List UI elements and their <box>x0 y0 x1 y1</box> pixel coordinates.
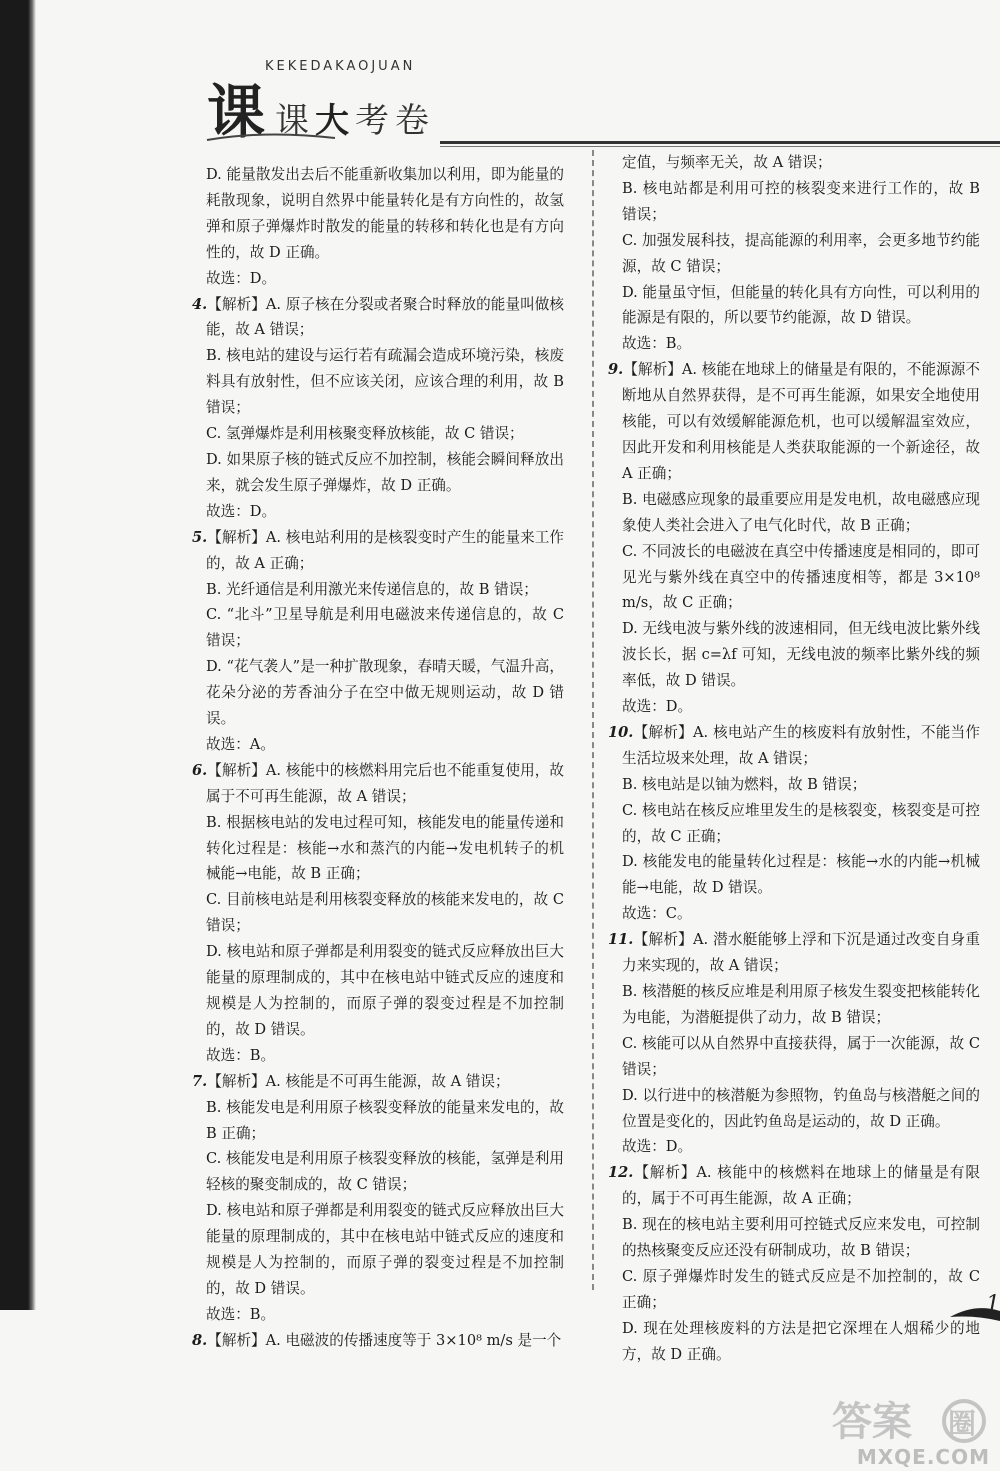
answer-item-heading <box>192 1328 564 1354</box>
line-text: 【解析】A. 核能中的核燃料在地球上的储量是有限的，属于不可再生能源，故 A 正确； <box>622 1164 980 1208</box>
answer-line <box>622 150 980 176</box>
line-text: C. 氢弹爆炸是利用核聚变释放核能，故 C 错误； <box>206 425 524 443</box>
answer-line <box>622 901 980 927</box>
line-text: C. “北斗”卫星导航是利用电磁波来传递信息的，故 C 错误； <box>206 606 564 650</box>
line-text: D. “花气袭人”是一种扩散现象，春晴天暖，气温升高，花朵分泌的芳香油分子在空中做无规则运动，故 D 错误。 <box>206 658 564 728</box>
svg-text:考: 考 <box>355 101 389 141</box>
answer-line <box>622 979 980 1031</box>
binding-spine <box>0 0 36 1310</box>
item-number: 4. <box>192 295 208 313</box>
page-header <box>190 55 1000 150</box>
svg-text:课: 课 <box>207 78 266 145</box>
line-text: 故选：C。 <box>622 905 692 923</box>
answer-line <box>206 343 564 421</box>
answer-line <box>622 694 980 720</box>
answer-item-heading <box>192 525 564 577</box>
left-column <box>192 162 564 1354</box>
line-text: D. 能量虽守恒，但能量的转化具有方向性，可以利用的能源是有限的，所以要节约能源，故 D 错误。 <box>622 283 980 327</box>
line-text: D. 核能发电的能量转化过程是：核能→水的内能→机械能→电能，故 D 错误。 <box>622 853 980 897</box>
svg-text:大: 大 <box>315 101 349 141</box>
line-text: 【解析】A. 原子核在分裂或者聚合时释放的能量叫做核能，故 A 错误； <box>206 295 564 339</box>
line-text: B. 现在的核电站主要利用可控链式反应来发电，可控制的热核聚变反应还没有研制成功，故 B 错误； <box>622 1216 980 1260</box>
line-text: C. 核能可以从自然界中直接获得，属于一次能源，故 C 错误； <box>622 1034 980 1078</box>
answer-line <box>622 331 980 357</box>
svg-text:圈: 圈 <box>948 1407 977 1440</box>
item-number: 7. <box>192 1072 208 1090</box>
item-number: 10. <box>608 723 634 741</box>
answer-line <box>206 577 564 603</box>
column-divider <box>592 150 594 1290</box>
line-text: B. 核潜艇的核反应堆是利用原子核发生裂变把核能转化为电能，为潜艇提供了动力，故 B 错误； <box>622 983 980 1026</box>
page-number: 1 <box>986 1292 1000 1317</box>
answer-line <box>622 228 980 280</box>
item-number: 11. <box>608 931 634 949</box>
watermark-logo <box>832 1395 992 1443</box>
svg-text:课: 课 <box>275 101 309 141</box>
line-text: 【解析】A. 潜水艇能够上浮和下沉是通过改变自身重力来实现的，故 A 错误； <box>622 931 980 975</box>
answer-line <box>206 732 564 758</box>
line-text: 故选：A。 <box>206 735 275 753</box>
svg-text:卷: 卷 <box>395 101 429 141</box>
line-text: 【解析】A. 核能是不可再生能源，故 A 错误； <box>207 1072 510 1090</box>
answer-item-heading <box>192 292 564 344</box>
brand-logo <box>205 70 445 145</box>
answer-item-heading <box>608 927 980 979</box>
answer-line <box>622 1083 980 1135</box>
line-text: C. 核电站在核反应堆里发生的是核裂变，核裂变是可控的，故 C 正确； <box>622 801 980 845</box>
answer-line <box>206 1146 564 1198</box>
answer-line <box>206 1302 564 1328</box>
line-text: D. 核电站和原子弹都是利用裂变的链式反应释放出巨大能量的原理制成的，其中在核电站中链式反应的速度和规模是人为控制的，而原子弹的裂变过程是不加控制的，故 D 错误。 <box>206 943 564 1038</box>
header-rule-thin <box>440 146 1000 147</box>
line-text: B. 核能发电是利用原子核裂变释放的能量来发电的，故 B 正确； <box>206 1098 564 1142</box>
answer-line <box>622 280 980 332</box>
answer-line <box>622 1264 980 1316</box>
answer-line <box>622 772 980 798</box>
watermark-text: MXQE.COM <box>856 1445 990 1469</box>
svg-text:答案: 答案 <box>832 1399 912 1443</box>
answer-line <box>622 798 980 850</box>
answer-line <box>206 447 564 499</box>
line-text: D. 核电站和原子弹都是利用裂变的链式反应释放出巨大能量的原理制成的，其中在核电站中链式反应的速度和规模是人为控制的，而原子弹的裂变过程是不加控制的，故 D 错误。 <box>206 1202 564 1297</box>
line-text: B. 光纤通信是利用激光来传递信息的，故 B 错误； <box>206 580 538 598</box>
line-text: 故选：B。 <box>206 1046 276 1064</box>
line-text: C. 加强发展科技，提高能源的利用率，会更多地节约能源，故 C 错误； <box>622 231 980 275</box>
line-text: 【解析】A. 核电站利用的是核裂变时产生的能量来工作的，故 A 正确； <box>206 528 564 572</box>
line-text: D. 如果原子核的链式反应不加控制，核能会瞬间释放出来，就会发生原子弹爆炸，故 D 正确。 <box>206 450 564 494</box>
line-text: B. 核电站都是利用可控的核裂变来进行工作的，故 B 错误； <box>622 179 980 223</box>
answer-line <box>206 810 564 888</box>
answer-line <box>622 849 980 901</box>
header-rule <box>440 141 1000 144</box>
answer-line <box>622 176 980 228</box>
line-text: B. 电磁感应现象的最重要应用是发电机，故电磁感应现象使人类社会进入了电气化时代，故 B 正确； <box>622 490 980 534</box>
line-text: 故选：D。 <box>206 502 277 520</box>
answer-line <box>206 887 564 939</box>
line-text: B. 核电站的建设与运行若有疏漏会造成环境污染，核废料具有放射性，但不应该关闭，应该合理的利用，故 B 错误； <box>206 347 564 417</box>
item-number: 9. <box>608 361 624 379</box>
answer-item-heading <box>608 357 980 487</box>
line-text: C. 不同波长的电磁波在真空中传播速度是相同的，即可见光与紫外线在真空中的传播速度相等，都是 3×10⁸ m/s，故 C 正确； <box>622 542 980 612</box>
line-text: 【解析】A. 电磁波的传播速度等于 3×10⁸ m/s 是一个 <box>207 1331 562 1349</box>
line-text: 故选：D。 <box>206 269 277 287</box>
answer-line <box>206 939 564 1043</box>
answer-line <box>206 654 564 732</box>
answer-line <box>206 1043 564 1069</box>
brand-latin-text: KEKEDAKAOJUAN <box>265 59 416 74</box>
answer-line <box>622 616 980 694</box>
line-text: D. 以行进中的核潜艇为参照物，钓鱼岛与核潜艇之间的位置是变化的，因此钓鱼岛是运动的，故 D 正确。 <box>622 1086 980 1130</box>
line-text: 【解析】A. 核能在地球上的储量是有限的，不能源源不断地从自然界获得，是不可再生能源，如果安全地使用核能，可以有效缓解能源危机，也可以缓解温室效应，因此开发和利用核能是人类获取能源的一个新途径，故 A 正确； <box>622 361 980 482</box>
line-text: 故选：B。 <box>206 1305 276 1323</box>
answer-line <box>622 487 980 539</box>
line-text: D. 能量散发出去后不能重新收集加以利用，即为能量的耗散现象，说明自然界中能量转化是有方向性的，故氢弹和原子弹爆炸时散发的能量的转移和转化也是有方向性的，故 D 正确。 <box>206 166 564 261</box>
answer-line <box>206 162 564 266</box>
watermark <box>822 1395 1000 1471</box>
line-text: 故选：D。 <box>622 1138 693 1156</box>
item-number: 12. <box>608 1164 634 1182</box>
answer-item-heading <box>192 758 564 810</box>
answer-item-heading <box>608 720 980 772</box>
line-text: 定值，与频率无关，故 A 错误； <box>622 154 832 171</box>
line-text: 故选：B。 <box>622 335 692 353</box>
answer-line <box>206 1095 564 1147</box>
item-number: 5. <box>192 528 208 546</box>
item-number: 8. <box>192 1331 208 1349</box>
line-text: 故选：D。 <box>622 698 693 716</box>
page-corner-mark <box>950 1285 1000 1325</box>
line-text: C. 目前核电站是利用核裂变释放的核能来发电的，故 C 错误； <box>206 891 564 935</box>
answer-line <box>622 1134 980 1160</box>
answer-line <box>622 1316 980 1368</box>
item-number: 6. <box>192 761 208 779</box>
answer-item-heading <box>608 1160 980 1212</box>
answer-line <box>622 539 980 617</box>
answer-item-heading <box>192 1069 564 1095</box>
line-text: D. 现在处理核废料的方法是把它深埋在人烟稀少的地方，故 D 正确。 <box>622 1319 980 1363</box>
answer-line <box>622 1031 980 1083</box>
line-text: C. 核能发电是利用原子核裂变释放的核能，氢弹是利用轻核的聚变制成的，故 C 错误； <box>206 1150 564 1194</box>
line-text: C. 原子弹爆炸时发生的链式反应是不加控制的，故 C 正确； <box>622 1267 980 1311</box>
answer-line <box>206 421 564 447</box>
line-text: 【解析】A. 核电站产生的核废料有放射性，不能当作生活垃圾来处理，故 A 错误； <box>622 723 980 767</box>
line-text: 【解析】A. 核能中的核燃料用完后也不能重复使用，故属于不可再生能源，故 A 错误； <box>206 761 564 805</box>
answer-line <box>206 602 564 654</box>
answer-line <box>206 499 564 525</box>
answer-line <box>206 266 564 292</box>
answer-line <box>206 1198 564 1302</box>
line-text: B. 核电站是以铀为燃料，故 B 错误； <box>622 775 867 793</box>
answer-line <box>622 1212 980 1264</box>
line-text: D. 无线电波与紫外线的波速相同，但无线电波比紫外线波长长，据 c=λf 可知，无线电波的频率比紫外线的频率低，故 D 错误。 <box>622 620 980 690</box>
right-column <box>608 150 980 1368</box>
line-text: B. 根据核电站的发电过程可知，核能发电的能量传递和转化过程是：核能→水和蒸汽的内能→发电机转子的机械能→电能，故 B 正确； <box>206 813 564 883</box>
